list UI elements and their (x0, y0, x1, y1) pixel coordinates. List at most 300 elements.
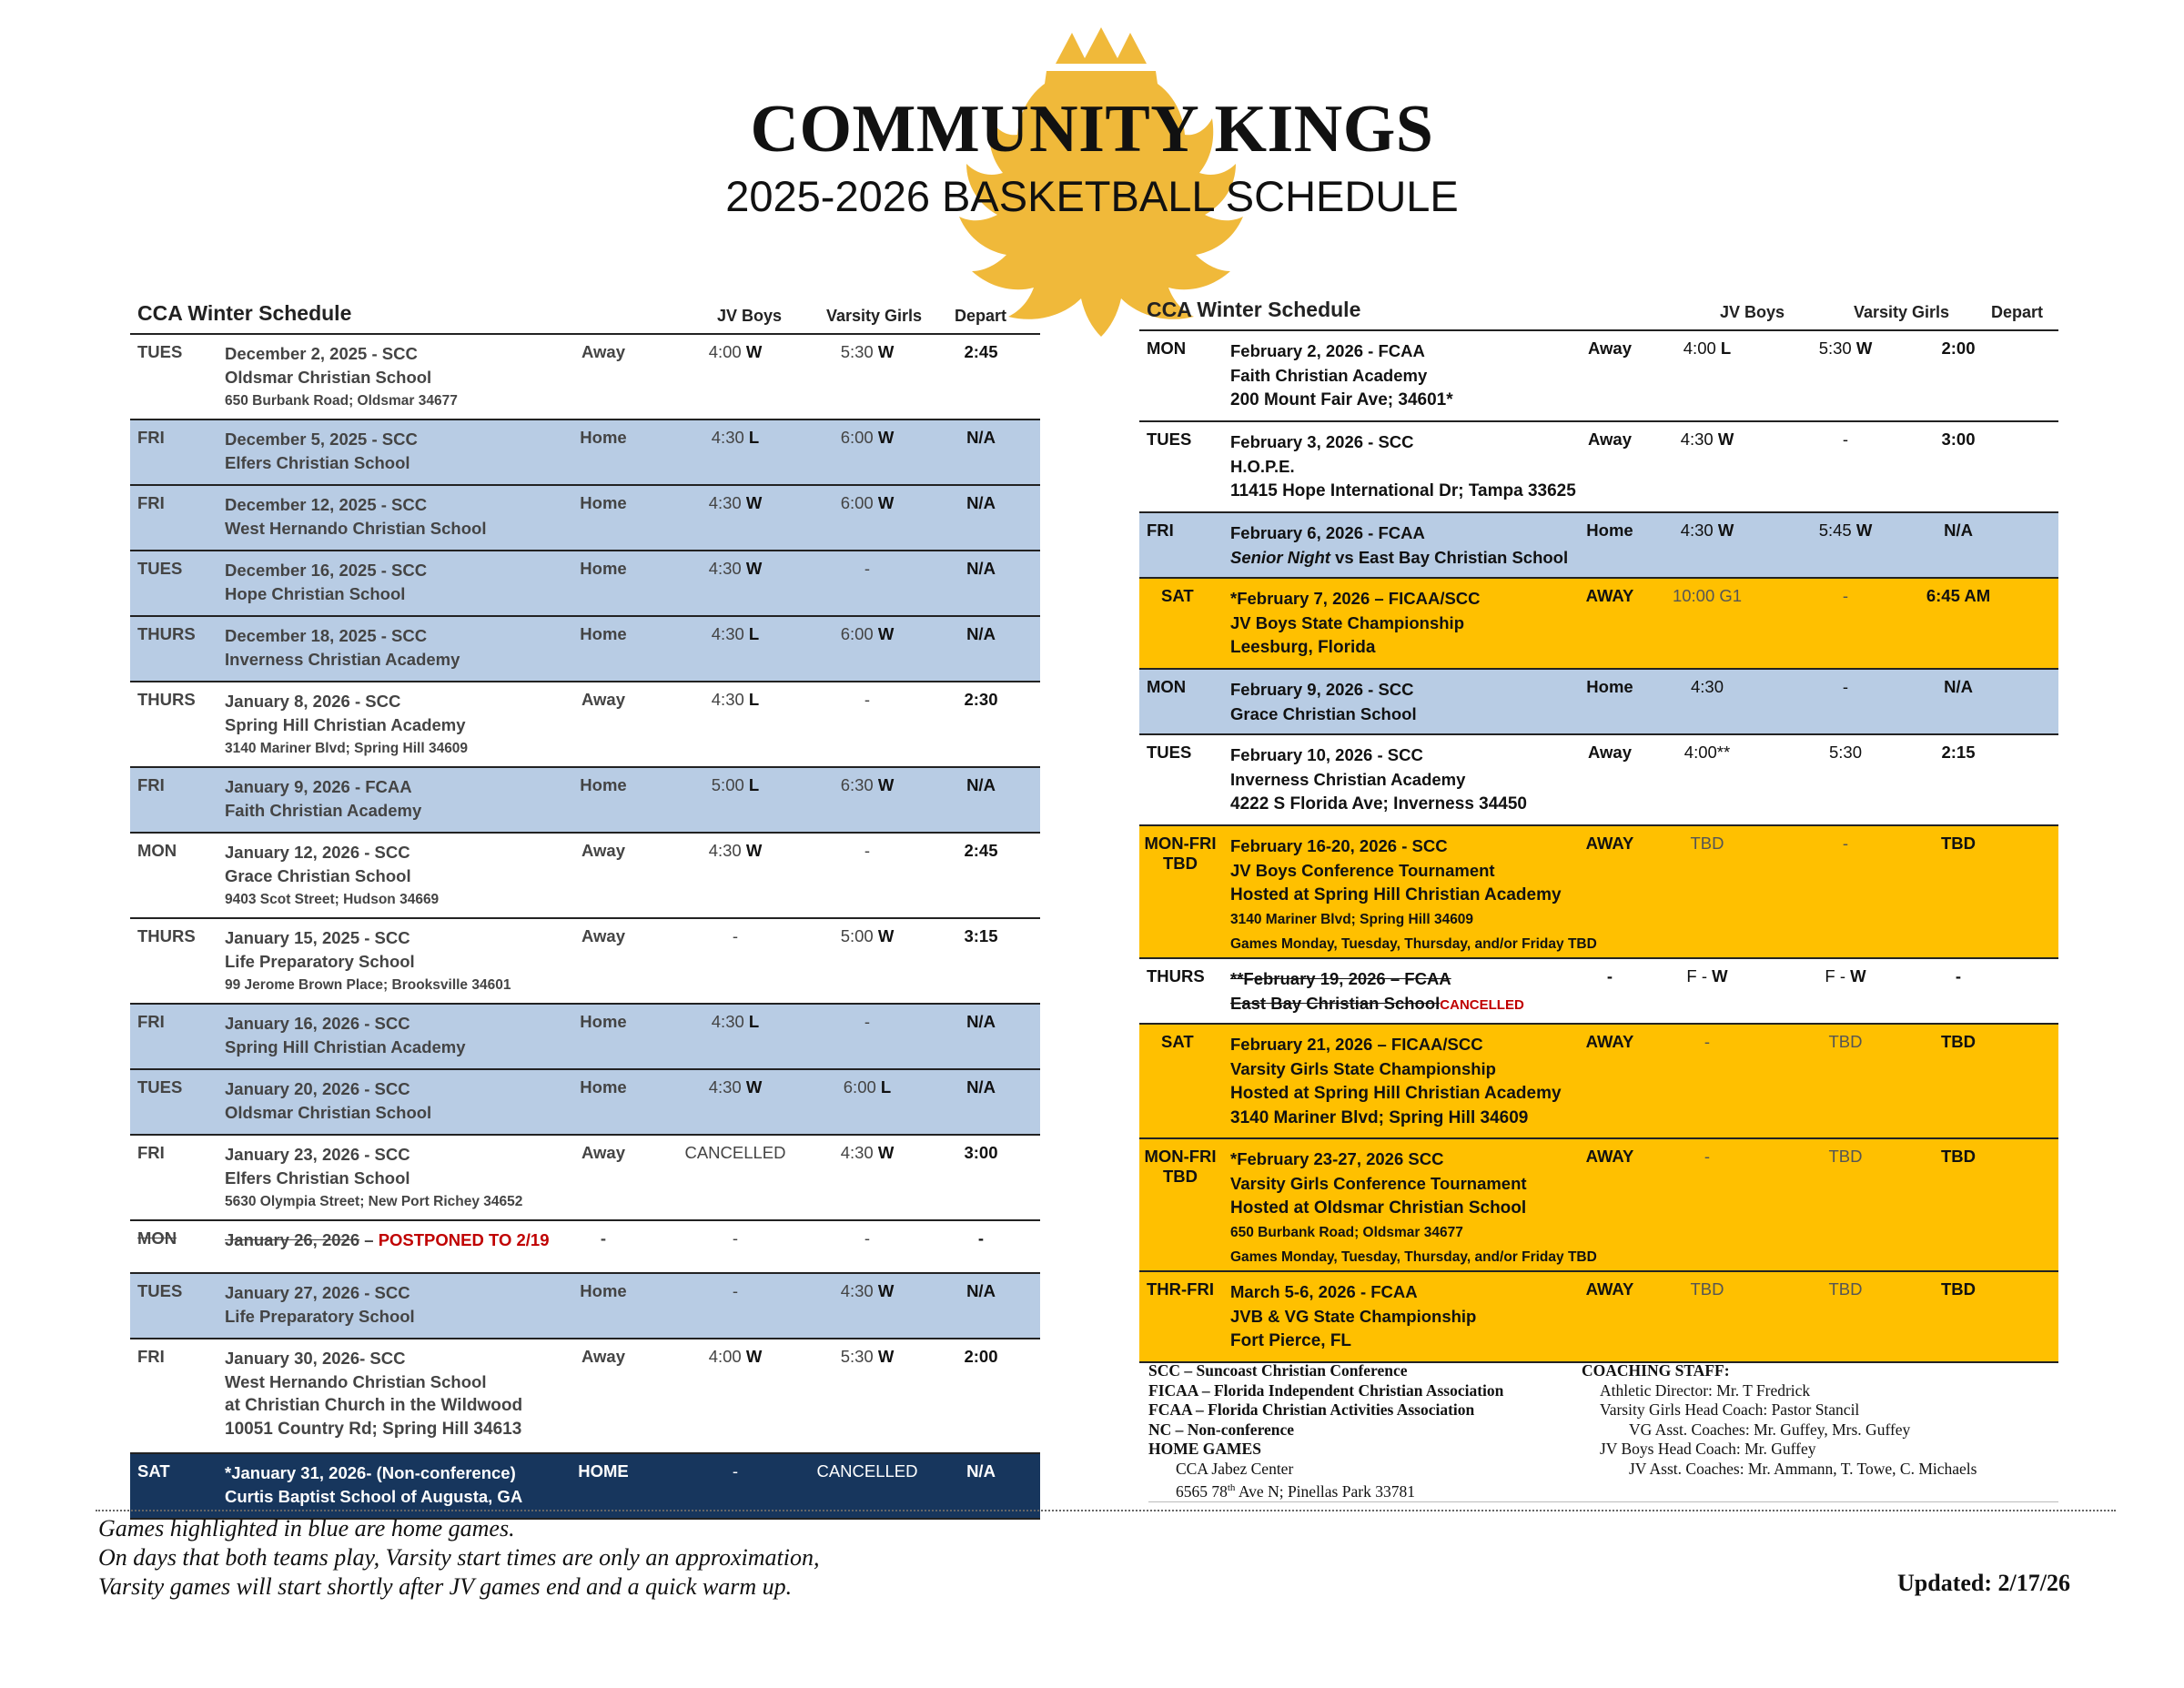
game-location: AWAY (1585, 834, 1634, 853)
jv-boys-outcome: L (748, 1012, 760, 1031)
varsity-girls-result (813, 1281, 922, 1301)
table-header (1139, 289, 2058, 331)
game-details (225, 1228, 550, 1252)
game-location: Home (580, 493, 627, 512)
game-details (225, 690, 468, 761)
jv-boys-outcome: W (1717, 430, 1734, 449)
game-day: FRI (137, 493, 165, 512)
game-details (225, 1281, 415, 1329)
game-day: TUES (137, 1281, 183, 1300)
depart-time: 6:45 AM (1926, 586, 1991, 605)
game-day (1139, 834, 1221, 874)
varsity-girls-time: 5:00 (840, 926, 874, 945)
varsity-girls-time: - (1842, 430, 1849, 449)
game-details (1230, 834, 1597, 956)
opponent-school: JV Boys State Championship (1230, 613, 1464, 632)
opponent-school: Elfers Christian School (225, 1168, 410, 1188)
varsity-girls-time: 5:30 (1828, 743, 1862, 762)
opponent-school: Life Preparatory School (225, 952, 415, 971)
game-details (1230, 677, 1417, 726)
opponent-school: Spring Hill Christian Academy (225, 1037, 466, 1056)
varsity-girls-time: - (1842, 677, 1849, 696)
game-day (1139, 1147, 1221, 1187)
game-day: TUES (137, 342, 183, 361)
varsity-girls-result (1791, 586, 1900, 606)
schedule-row (130, 420, 1040, 486)
varsity-girls-result (813, 775, 922, 795)
opponent-school (1230, 991, 1524, 1017)
game-day: MON (137, 1228, 177, 1248)
game-location: Away (1588, 339, 1632, 358)
varsity-girls-result (813, 1228, 922, 1248)
depart-time: N/A (966, 1461, 996, 1481)
opponent-school: Oldsmar Christian School (225, 1103, 432, 1122)
game-details (225, 1143, 522, 1214)
page-subtitle: 2025-2026 BASKETBALL SCHEDULE (725, 172, 1459, 220)
varsity-girls-time: 5:30 (840, 1347, 874, 1366)
jv-boys-outcome: W (745, 841, 763, 860)
game-date: January 30, 2026- SCC (225, 1349, 406, 1368)
opponent-school: Hope Christian School (225, 584, 406, 603)
game-details (225, 493, 486, 541)
opponent-school: West Hernando Christian School (225, 1372, 487, 1391)
varsity-girls-result (1791, 1032, 1900, 1052)
depart-time: 3:15 (964, 926, 998, 945)
game-day: TUES (137, 1077, 183, 1097)
footer-note: On days that both teams play, Varsity start times are only an approximation, (98, 1544, 820, 1571)
game-address: 5630 Olympia Street; New Port Richey 34652 (225, 1194, 523, 1209)
jv-boys-time: 4:00 (708, 342, 742, 361)
jv-boys-outcome: L (748, 428, 760, 447)
game-day: THURS (1147, 966, 1205, 986)
depart-time: 2:15 (1941, 743, 1976, 762)
schedule-row (1139, 735, 2058, 826)
table-heading: CCA Winter Schedule (137, 301, 352, 325)
varsity-girls-result (1791, 1279, 1900, 1299)
varsity-girls-time: - (864, 690, 871, 709)
varsity-girls-result (813, 1347, 922, 1367)
game-address: 3140 Mariner Blvd; Spring Hill 34609 (225, 741, 469, 756)
game-location: - (1606, 966, 1613, 986)
cancelled-label: CANCELLED (1440, 997, 1524, 1013)
jv-boys-outcome: W (1712, 966, 1728, 986)
jv-boys-time: 4:30 (1680, 430, 1714, 449)
varsity-girls-time: TBD (1828, 1032, 1863, 1051)
jv-boys-outcome: W (1717, 521, 1734, 540)
footer-note: Varsity games will start shortly after JV games end and a quick warm up. (98, 1573, 793, 1600)
jv-boys-outcome: W (745, 342, 763, 361)
game-date: **February 19, 2026 – FCAA (1230, 969, 1451, 988)
jv-boys-time: 4:30 (1680, 521, 1714, 540)
jv-boys-time: 10:00 G1 (1672, 586, 1743, 605)
game-address: Hosted at Spring Hill Christian Academy (1230, 885, 1562, 905)
depart-time: TBD (1940, 834, 1977, 853)
jv-boys-outcome: W (745, 1077, 763, 1097)
game-details (225, 1461, 522, 1509)
schedule-row (130, 834, 1040, 919)
footer-note: Games highlighted in blue are home games. (98, 1515, 515, 1541)
opponent-school: Grace Christian School (225, 866, 411, 885)
game-day: SAT (1161, 586, 1194, 605)
jv-boys-result (681, 1012, 790, 1032)
conference-legend (1148, 1361, 1503, 1501)
venue-address: 6565 78th Ave N; Pinellas Park 33781 (1176, 1481, 1415, 1501)
schedule-row (1139, 670, 2058, 735)
varsity-girls-result (1791, 743, 1900, 763)
jv-boys-time: 4:30 (711, 690, 744, 709)
schedule-row (130, 617, 1040, 682)
game-address: 3140 Mariner Blvd; Spring Hill 34609 (1230, 1108, 1529, 1127)
opponent-school: Grace Christian School (1230, 704, 1417, 723)
game-date: February 3, 2026 - SCC (1230, 432, 1414, 451)
schedule-row (1139, 579, 2058, 670)
game-location: Home (1586, 521, 1633, 540)
varsity-girls-outcome: W (1850, 966, 1866, 986)
game-date: December 2, 2025 - SCC (225, 344, 418, 363)
game-day: FRI (137, 1347, 165, 1366)
jv-boys-time: 4:30 (711, 428, 744, 447)
jv-boys-result (681, 1228, 790, 1248)
game-day: THURS (137, 624, 196, 643)
game-address: 11415 Hope International Dr; Tampa 33625 (1230, 481, 1576, 500)
varsity-girls-result (813, 1461, 922, 1481)
game-date: January 20, 2026 - SCC (225, 1079, 410, 1098)
game-date: December 12, 2025 - SCC (225, 495, 428, 514)
game-details (225, 1012, 466, 1059)
jv-boys-result (1653, 339, 1762, 359)
left-schedule-table (130, 293, 1040, 1520)
game-day: MON (137, 841, 177, 860)
game-day: TUES (137, 559, 183, 578)
game-date-separator: – (359, 1230, 379, 1249)
varsity-girls-result (813, 1143, 922, 1163)
varsity-girls-result (813, 841, 922, 861)
varsity-girls-result (1791, 677, 1900, 697)
jv-boys-time: 4:00 (708, 1347, 742, 1366)
depart-time: N/A (966, 775, 996, 794)
game-date: January 16, 2026 - SCC (225, 1014, 410, 1033)
depart-time: TBD (1940, 1279, 1977, 1299)
depart-time: TBD (1940, 1147, 1977, 1166)
game-date: December 5, 2025 - SCC (225, 430, 418, 449)
game-day: SAT (137, 1461, 170, 1481)
jv-boys-time: - (732, 926, 739, 945)
varsity-girls-result (813, 342, 922, 362)
varsity-girls-result (813, 624, 922, 644)
game-location: HOME (578, 1461, 629, 1481)
game-date (225, 1228, 550, 1252)
game-location: - (600, 1228, 607, 1248)
game-address: 650 Burbank Road; Oldsmar 34677 (225, 393, 458, 409)
varsity-girls-time: CANCELLED (816, 1461, 918, 1481)
schedule-row (1139, 1025, 2058, 1139)
jv-boys-result (681, 342, 790, 362)
varsity-girls-time: TBD (1828, 1147, 1863, 1166)
schedule-row (130, 919, 1040, 1005)
varsity-girls-outcome: W (877, 493, 895, 512)
varsity-girls-time: 4:30 (840, 1143, 874, 1162)
game-location: AWAY (1585, 586, 1634, 605)
game-location: Away (581, 342, 625, 361)
jv-boys-outcome: L (748, 690, 760, 709)
jv-boys-time: 4:30 (711, 624, 744, 643)
schedule-row (130, 551, 1040, 617)
game-location: AWAY (1585, 1147, 1634, 1166)
senior-night-label: Senior Night (1230, 548, 1330, 567)
game-date: February 21, 2026 – FICAA/SCC (1230, 1035, 1483, 1054)
opponent-name: vs East Bay Christian School (1330, 548, 1569, 567)
game-day-range: MON-FRI (1144, 1147, 1217, 1166)
varsity-girls-outcome: L (880, 1077, 892, 1097)
jv-boys-result (1653, 834, 1762, 854)
game-details (225, 1077, 431, 1125)
game-date: *January 31, 2026- (Non-conference) (225, 1463, 516, 1482)
game-date: December 18, 2025 - SCC (225, 626, 428, 645)
game-details (225, 559, 427, 606)
opponent-school: Spring Hill Christian Academy (225, 715, 466, 734)
game-address: 99 Jerome Brown Place; Brooksville 34601 (225, 977, 511, 993)
game-date: January 27, 2026 - SCC (225, 1283, 410, 1302)
game-day: FRI (137, 775, 165, 794)
jv-boys-outcome: L (1720, 339, 1732, 358)
jv-boys-time: - (732, 1461, 739, 1481)
depart-time: N/A (966, 1281, 996, 1300)
jv-boys-time: 5:00 (711, 775, 744, 794)
game-location: Home (580, 428, 627, 447)
jv-boys-result (681, 1143, 790, 1163)
depart-time: 3:00 (1941, 430, 1976, 449)
game-day: FRI (137, 1012, 165, 1031)
schedule-row (130, 1005, 1040, 1070)
schedule-row (130, 682, 1040, 768)
varsity-girls-result (1791, 430, 1900, 450)
game-day-range: MON-FRI (1144, 834, 1217, 853)
varsity-girls-time: 5:45 (1818, 521, 1852, 540)
varsity-girls-result (1791, 834, 1900, 854)
game-address: at Christian Church in the Wildwood (225, 1396, 523, 1415)
game-date: February 2, 2026 - FCAA (1230, 341, 1425, 360)
column-header-varsity-girls: Varsity Girls (826, 307, 923, 325)
schedule-row (1139, 331, 2058, 422)
jv-boys-time: F - (1686, 966, 1707, 986)
coaching-staff-heading: COACHING STAFF: (1582, 1361, 1730, 1380)
game-day: THR-FRI (1147, 1279, 1214, 1299)
varsity-girls-time: 5:30 (840, 342, 874, 361)
game-details (1230, 1032, 1562, 1130)
opponent-school: Curtis Baptist School of Augusta, GA (225, 1487, 523, 1506)
varsity-girls-result (1791, 339, 1900, 359)
schedule-row (130, 1070, 1040, 1136)
jv-boys-time: 4:30 (708, 493, 742, 512)
varsity-girls-result (813, 559, 922, 579)
legend-abbrev: HOME GAMES (1148, 1440, 1261, 1458)
jv-boys-time: 4:00** (1684, 743, 1731, 762)
opponent-school: Varsity Girls Conference Tournament (1230, 1174, 1527, 1193)
jv-boys-result (1653, 1147, 1762, 1167)
schedule-row (130, 335, 1040, 420)
schedule-row (130, 1221, 1040, 1274)
jv-boys-result (681, 559, 790, 579)
jv-boys-time: CANCELLED (684, 1143, 786, 1162)
staff-member: Athletic Director: Mr. T Fredrick (1600, 1380, 1811, 1400)
jv-boys-outcome: W (745, 493, 763, 512)
varsity-girls-time: 6:00 (843, 1077, 876, 1097)
game-address: 10051 Country Rd; Spring Hill 34613 (225, 1420, 522, 1439)
depart-time: 2:45 (964, 841, 998, 860)
game-day: MON (1147, 677, 1187, 696)
depart-time: 3:00 (964, 1143, 998, 1162)
game-location: Away (1588, 743, 1632, 762)
opponent-school: Faith Christian Academy (225, 801, 422, 820)
varsity-girls-time: 5:30 (1818, 339, 1852, 358)
game-day: FRI (137, 428, 165, 447)
game-details (1230, 521, 1568, 570)
game-day: TUES (1147, 430, 1192, 449)
varsity-girls-time: 6:30 (840, 775, 874, 794)
game-date: February 16-20, 2026 - SCC (1230, 836, 1448, 855)
varsity-girls-result (813, 1012, 922, 1032)
jv-boys-result (681, 1281, 790, 1301)
game-location: Away (581, 1347, 625, 1366)
game-day-tbd: TBD (1162, 1167, 1198, 1186)
depart-time: N/A (1944, 521, 1973, 540)
varsity-girls-time: 6:00 (840, 428, 874, 447)
game-day: TUES (1147, 743, 1192, 762)
game-location: AWAY (1585, 1032, 1634, 1051)
right-schedule-table (1139, 289, 2058, 1363)
jv-boys-outcome: L (748, 775, 760, 794)
jv-boys-outcome: W (745, 1347, 763, 1366)
legend-abbrev: SCC – Suncoast Christian Conference (1148, 1361, 1408, 1380)
depart-time: N/A (966, 1077, 996, 1097)
varsity-girls-time: - (864, 841, 871, 860)
table-heading: CCA Winter Schedule (1147, 298, 1361, 321)
opponent-school: H.O.P.E. (1230, 457, 1295, 476)
jv-boys-result (681, 926, 790, 946)
page-title: COMMUNITY KINGS (750, 92, 1434, 167)
jv-boys-result (681, 1077, 790, 1097)
game-date: January 23, 2026 - SCC (225, 1145, 410, 1164)
game-day: SAT (1161, 1032, 1194, 1051)
jv-boys-result (1653, 677, 1762, 697)
jv-boys-time: - (1704, 1147, 1711, 1166)
jv-boys-result (681, 1461, 790, 1481)
opponent-school: Inverness Christian Academy (1230, 770, 1466, 789)
schedule-row (130, 1274, 1040, 1339)
game-date: January 12, 2026 - SCC (225, 843, 410, 862)
depart-time: - (1955, 966, 1962, 986)
depart-time: 2:00 (1941, 339, 1976, 358)
column-header-varsity-girls: Varsity Girls (1854, 303, 1950, 321)
game-location: Home (580, 624, 627, 643)
staff-member: VG Asst. Coaches: Mr. Guffey, Mrs. Guffey (1629, 1420, 1911, 1439)
game-address-note: Games Monday, Tuesday, Thursday, and/or Friday TBD (1230, 936, 1597, 952)
depart-time: 2:30 (964, 690, 998, 709)
game-date-text: January 26, 2026 (225, 1230, 360, 1249)
opponent-school (1230, 545, 1568, 570)
jv-boys-result (1653, 521, 1762, 541)
depart-time: N/A (966, 1012, 996, 1031)
updated-date: Updated: 2/17/26 (1897, 1570, 2070, 1596)
varsity-girls-result (1791, 966, 1900, 986)
jv-boys-result (681, 690, 790, 710)
depart-time: - (977, 1228, 985, 1248)
varsity-girls-time: - (864, 1012, 871, 1031)
game-details (225, 428, 418, 475)
game-details (1230, 339, 1453, 412)
opponent-school: Faith Christian Academy (1230, 366, 1428, 385)
depart-time: N/A (1944, 677, 1973, 696)
legend-abbrev: FCAA – Florida Christian Activities Association (1148, 1400, 1475, 1419)
jv-boys-result (681, 428, 790, 448)
game-location: Home (1586, 677, 1633, 696)
game-details (225, 1347, 522, 1441)
jv-boys-result (681, 624, 790, 644)
legend-divider (1148, 1501, 2058, 1502)
game-address: 3140 Mariner Blvd; Spring Hill 34609 (1230, 912, 1474, 927)
varsity-girls-time: 4:30 (840, 1281, 874, 1300)
game-location: AWAY (1585, 1279, 1634, 1299)
coaching-staff (1582, 1361, 1977, 1479)
jv-boys-outcome: L (748, 624, 760, 643)
depart-time: 2:00 (964, 1347, 998, 1366)
game-details (1230, 1279, 1476, 1353)
column-header-depart: Depart (955, 307, 1007, 325)
game-address: 200 Mount Fair Ave; 34601* (1230, 390, 1453, 409)
staff-member: Varsity Girls Head Coach: Pastor Stancil (1600, 1400, 1860, 1419)
depart-time: 2:45 (964, 342, 998, 361)
footer-divider (96, 1510, 2116, 1511)
game-location: Away (581, 1143, 625, 1162)
game-details (1230, 430, 1576, 503)
game-date: *February 23-27, 2026 SCC (1230, 1149, 1444, 1168)
jv-boys-time: 4:30 (711, 1012, 744, 1031)
varsity-girls-result (813, 428, 922, 448)
varsity-girls-outcome: W (877, 428, 895, 447)
depart-time: TBD (1940, 1032, 1977, 1051)
game-address: 9403 Scot Street; Hudson 34669 (225, 892, 440, 907)
opponent-school: Inverness Christian Academy (225, 650, 460, 669)
schedule-row (130, 486, 1040, 551)
varsity-girls-outcome: W (877, 775, 895, 794)
varsity-girls-result (813, 1077, 922, 1097)
column-header-jv-boys: JV Boys (717, 307, 783, 325)
schedule-row (130, 768, 1040, 834)
varsity-girls-outcome: W (877, 1143, 895, 1162)
jv-boys-time: TBD (1690, 834, 1724, 853)
game-details (225, 926, 511, 997)
game-day: THURS (137, 926, 196, 945)
game-date: January 15, 2025 - SCC (225, 928, 410, 947)
opponent-school: Varsity Girls State Championship (1230, 1059, 1496, 1078)
jv-boys-result (1653, 430, 1762, 450)
game-day-tbd: TBD (1162, 854, 1198, 873)
column-header-jv-boys: JV Boys (1720, 303, 1785, 321)
game-address: Hosted at Spring Hill Christian Academy (1230, 1084, 1562, 1103)
varsity-girls-outcome: W (877, 1347, 895, 1366)
game-date: January 8, 2026 - SCC (225, 692, 401, 711)
game-date: *February 7, 2026 – FICAA/SCC (1230, 589, 1481, 608)
opponent-school: Life Preparatory School (225, 1307, 415, 1326)
game-details (1230, 586, 1481, 660)
jv-boys-result (1653, 743, 1762, 763)
jv-boys-time: 4:30 (708, 559, 742, 578)
game-location: Away (581, 690, 625, 709)
game-details (1230, 1147, 1597, 1269)
jv-boys-time: - (1704, 1032, 1711, 1051)
jv-boys-outcome: W (745, 559, 763, 578)
jv-boys-result (1653, 586, 1762, 606)
